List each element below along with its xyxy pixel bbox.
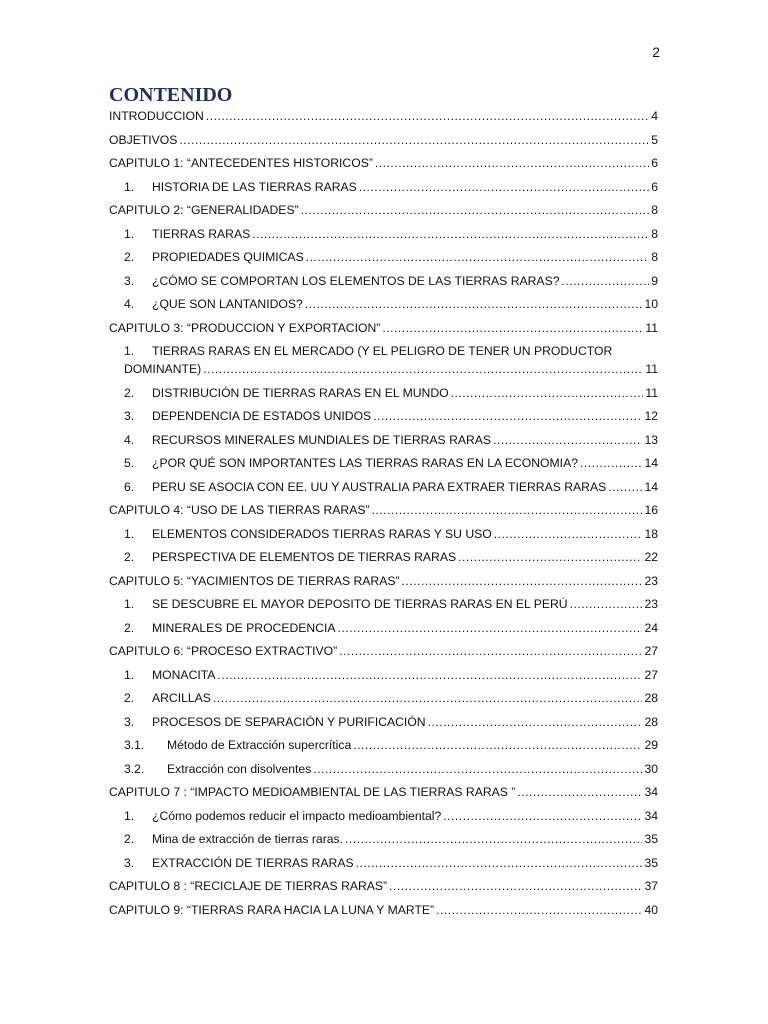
toc-entry-page: 40 bbox=[644, 902, 658, 917]
toc-entry-text: ¿POR QUÉ SON IMPORTANTES LAS TIERRAS RARAS EN LA ECONOMIA? bbox=[152, 456, 578, 470]
toc-entry[interactable] bbox=[0, 735, 768, 755]
toc-entry-number: 1. bbox=[124, 226, 135, 241]
toc-entry-page: 10 bbox=[644, 297, 658, 311]
toc-leader-dots bbox=[339, 641, 642, 661]
toc-entry[interactable] bbox=[0, 829, 768, 849]
toc-entry[interactable] bbox=[0, 247, 768, 267]
toc-leader-dots bbox=[373, 406, 642, 426]
toc-entry-number: 2. bbox=[124, 620, 135, 635]
toc-entry-number: 2. bbox=[124, 250, 135, 264]
toc-leader-dots bbox=[561, 271, 649, 291]
toc-entry-page: 23 bbox=[644, 573, 658, 588]
toc-entry-text: PROCESOS DE SEPARACIÓN Y PURIFICACIÓN bbox=[152, 714, 426, 729]
toc-entry-page: 28 bbox=[644, 714, 658, 729]
toc-entry[interactable] bbox=[0, 618, 768, 638]
toc-entry-page: 11 bbox=[645, 385, 658, 400]
toc-leader-dots bbox=[402, 571, 643, 591]
toc-entry[interactable] bbox=[0, 271, 768, 291]
toc-entry[interactable] bbox=[0, 383, 768, 403]
toc-entry[interactable] bbox=[0, 130, 768, 150]
toc-entry[interactable] bbox=[0, 341, 768, 379]
toc-entry[interactable] bbox=[0, 430, 768, 450]
toc-leader-dots bbox=[372, 500, 643, 520]
toc-entry[interactable] bbox=[0, 406, 768, 426]
toc-leader-dots bbox=[305, 294, 643, 314]
toc-entry-number: 3. bbox=[124, 409, 135, 423]
toc-entry-text: ¿CÓMO SE COMPORTAN LOS ELEMENTOS DE LAS TIERRAS RARAS? bbox=[152, 273, 560, 288]
toc-entry[interactable] bbox=[0, 594, 768, 614]
toc-entry-text: PERU SE ASOCIA CON EE. UU Y AUSTRALIA PARA EXTRAER TIERRAS RARAS bbox=[152, 479, 607, 494]
toc-entry-text: CAPITULO 1: “ANTECEDENTES HISTORICOS” bbox=[109, 156, 373, 170]
toc-entry-text: OBJETIVOS bbox=[109, 132, 178, 147]
toc-entry-page: 18 bbox=[644, 526, 658, 541]
toc-leader-dots bbox=[458, 547, 642, 567]
toc-entry-page: 8 bbox=[651, 226, 658, 241]
toc-entry[interactable] bbox=[0, 688, 768, 708]
toc-entry[interactable] bbox=[0, 500, 768, 520]
toc-entry-number: 3.1. bbox=[124, 738, 145, 752]
toc-entry-number: 3. bbox=[124, 273, 135, 288]
toc-entry[interactable] bbox=[0, 153, 768, 173]
toc-entry-page: 24 bbox=[644, 620, 658, 635]
toc-entry-page: 12 bbox=[644, 409, 658, 423]
toc-entry-number: 4. bbox=[124, 432, 135, 447]
toc-leader-dots bbox=[206, 106, 649, 126]
toc-entry-text: ¿QUE SON LANTANIDOS? bbox=[152, 297, 303, 311]
toc-entry-number: 1. bbox=[124, 179, 135, 194]
toc-entry-number: 2. bbox=[124, 691, 135, 705]
toc-entry-text: PROPIEDADES QUIMICAS bbox=[152, 250, 304, 264]
toc-entry-number: 2. bbox=[124, 832, 135, 846]
toc-leader-dots bbox=[338, 618, 643, 638]
toc-entry-text: CAPITULO 7 : “IMPACTO MEDIOAMBIENTAL DE LAS TIERRAS RARAS ” bbox=[109, 785, 516, 799]
toc-leader-dots bbox=[389, 876, 642, 896]
toc-entry-number: 4. bbox=[124, 297, 135, 311]
toc-entry-text: TIERRAS RARAS EN EL MERCADO (Y EL PELIGRO DE TENER UN PRODUCTOR bbox=[152, 344, 613, 358]
toc-title: CONTENIDO bbox=[109, 84, 233, 106]
toc-entry-number: 1. bbox=[124, 667, 135, 682]
toc-entry-page: 22 bbox=[644, 550, 658, 564]
toc-entry-number: 5. bbox=[124, 456, 135, 470]
toc-leader-dots bbox=[608, 477, 642, 497]
page-number: 2 bbox=[652, 44, 660, 60]
toc-entry[interactable] bbox=[0, 106, 768, 126]
toc-entry-text: Extracción con disolventes bbox=[167, 761, 312, 776]
toc-entry-text: INTRODUCCION bbox=[109, 109, 204, 123]
toc-leader-dots bbox=[353, 735, 642, 755]
toc-leader-dots bbox=[428, 712, 643, 732]
toc-entry[interactable] bbox=[0, 665, 768, 685]
toc-entry-number: 3.2. bbox=[124, 761, 145, 776]
toc-entry-page: 14 bbox=[644, 479, 658, 494]
toc-leader-dots bbox=[443, 806, 642, 826]
toc-leader-dots bbox=[359, 177, 649, 197]
toc-entry[interactable] bbox=[0, 712, 768, 732]
toc-entry-number: 3. bbox=[124, 855, 135, 870]
toc-leader-dots bbox=[436, 900, 642, 920]
toc-entry[interactable] bbox=[0, 900, 768, 920]
toc-entry-page: 35 bbox=[644, 832, 658, 846]
toc-entry-page: 37 bbox=[644, 879, 658, 893]
toc-entry-page: 35 bbox=[644, 855, 658, 870]
toc-entry-text: CAPITULO 3: “PRODUCCION Y EXPORTACION” bbox=[109, 320, 381, 335]
toc-entry[interactable] bbox=[0, 477, 768, 497]
toc-entry-text: CAPITULO 8 : “RECICLAJE DE TIERRAS RARAS” bbox=[109, 879, 388, 893]
toc-leader-dots bbox=[382, 318, 643, 338]
toc-leader-dots bbox=[494, 524, 643, 544]
toc-leader-dots bbox=[313, 759, 642, 779]
toc-entry-text: CAPITULO 9: “TIERRAS RARA HACIA LA LUNA Y MARTE” bbox=[109, 902, 435, 917]
toc-entry-page: 5 bbox=[651, 132, 658, 147]
toc-leader-dots bbox=[213, 688, 643, 708]
toc-entry-text: PERSPECTIVA DE ELEMENTOS DE TIERRAS RARAS bbox=[152, 550, 457, 564]
toc-leader-dots bbox=[517, 782, 642, 802]
toc-entry[interactable] bbox=[0, 524, 768, 544]
toc-leader-dots bbox=[203, 359, 643, 379]
toc-entry-page: 16 bbox=[644, 503, 658, 517]
toc-entry-page: 23 bbox=[644, 597, 658, 611]
toc-entry[interactable] bbox=[0, 547, 768, 567]
toc-entry-number: 1. bbox=[124, 526, 135, 541]
toc-entry-page: 11 bbox=[645, 362, 658, 376]
toc-entry[interactable] bbox=[0, 224, 768, 244]
toc-entry-text: CAPITULO 5: “YACIMIENTOS DE TIERRAS RARAS” bbox=[109, 573, 400, 588]
toc-entry-text: DISTRIBUCIÓN DE TIERRAS RARAS EN EL MUNDO bbox=[152, 385, 449, 400]
toc-entry-page: 34 bbox=[644, 785, 658, 799]
toc-entry-page: 34 bbox=[644, 808, 658, 823]
toc-entry-page: 4 bbox=[651, 109, 658, 123]
toc-leader-dots bbox=[356, 853, 643, 873]
toc-entry-page: 14 bbox=[644, 456, 658, 470]
toc-entry-number: 1. bbox=[124, 808, 135, 823]
toc-entry-text: MINERALES DE PROCEDENCIA bbox=[152, 620, 336, 635]
toc-entry-page: 8 bbox=[651, 250, 658, 264]
toc-entry-page: 11 bbox=[645, 320, 658, 335]
toc-entry-text-continued: DOMINANTE) bbox=[124, 362, 202, 376]
toc-entry-text: ¿Cómo podemos reducir el impacto medioambiental? bbox=[152, 808, 442, 823]
toc-entry-number: 1. bbox=[124, 344, 135, 358]
toc-leader-dots bbox=[252, 224, 649, 244]
toc-entry-text: Mina de extracción de tierras raras. bbox=[152, 832, 344, 846]
toc-entry-page: 9 bbox=[651, 273, 658, 288]
toc-entry-text: HISTORIA DE LAS TIERRAS RARAS bbox=[152, 179, 357, 194]
toc-entry[interactable] bbox=[0, 294, 768, 314]
toc-entry-text: EXTRACCIÓN DE TIERRAS RARAS bbox=[152, 855, 354, 870]
toc-entry[interactable] bbox=[0, 806, 768, 826]
toc-leader-dots bbox=[570, 594, 643, 614]
toc-entry-text: ELEMENTOS CONSIDERADOS TIERRAS RARAS Y SU USO bbox=[152, 526, 492, 541]
toc-entry[interactable] bbox=[0, 318, 768, 338]
toc-entry-text: CAPITULO 4: “USO DE LAS TIERRAS RARAS” bbox=[109, 503, 370, 517]
toc-entry-page: 27 bbox=[644, 644, 658, 658]
toc-entry-page: 30 bbox=[644, 761, 658, 776]
toc-entry-text: DEPENDENCIA DE ESTADOS UNIDOS bbox=[152, 409, 372, 423]
toc-entry[interactable] bbox=[0, 200, 768, 220]
toc-leader-dots bbox=[375, 153, 649, 173]
toc-entry-text: MONACITA bbox=[152, 667, 216, 682]
toc-entry-text: Método de Extracción supercrítica bbox=[167, 738, 352, 752]
toc-leader-dots bbox=[493, 430, 642, 450]
toc-entry-page: 29 bbox=[644, 738, 658, 752]
toc-entry[interactable] bbox=[0, 177, 768, 197]
toc-entry[interactable] bbox=[0, 853, 768, 873]
toc-entry-number: 1. bbox=[124, 597, 135, 611]
toc-entry-text: CAPITULO 6: “PROCESO EXTRACTIVO” bbox=[109, 644, 338, 658]
toc-entry-page: 6 bbox=[651, 156, 658, 170]
toc-entry-number: 2. bbox=[124, 385, 135, 400]
toc-leader-dots bbox=[301, 200, 650, 220]
toc-entry-text: ARCILLAS bbox=[152, 691, 211, 705]
toc-entry[interactable] bbox=[0, 759, 768, 779]
toc-leader-dots bbox=[217, 665, 642, 685]
toc-entry-number: 3. bbox=[124, 714, 135, 729]
toc-entry-number: 2. bbox=[124, 550, 135, 564]
toc-entry-page: 27 bbox=[644, 667, 658, 682]
toc-entry-number: 6. bbox=[124, 479, 135, 494]
toc-entry[interactable] bbox=[0, 641, 768, 661]
toc-entry[interactable] bbox=[0, 876, 768, 896]
toc-entry-page: 6 bbox=[651, 179, 658, 194]
toc-leader-dots bbox=[306, 247, 650, 267]
toc-entry[interactable] bbox=[0, 571, 768, 591]
toc-leader-dots bbox=[179, 130, 649, 150]
toc-entry-page: 8 bbox=[651, 203, 658, 217]
toc-entry[interactable] bbox=[0, 453, 768, 473]
toc-entry-page: 13 bbox=[644, 432, 658, 447]
toc-leader-dots bbox=[345, 829, 642, 849]
toc-entry-text: CAPITULO 2: “GENERALIDADES” bbox=[109, 203, 299, 217]
toc-entry-text: RECURSOS MINERALES MUNDIALES DE TIERRAS RARAS bbox=[152, 432, 492, 447]
toc-entry-page: 28 bbox=[644, 691, 658, 705]
toc-entry-text: TIERRAS RARAS bbox=[152, 226, 251, 241]
toc-leader-dots bbox=[580, 453, 642, 473]
toc-leader-dots bbox=[451, 383, 644, 403]
toc-entry-text: SE DESCUBRE EL MAYOR DEPOSITO DE TIERRAS RARAS EN EL PERÚ bbox=[152, 597, 568, 611]
toc-entry[interactable] bbox=[0, 782, 768, 802]
